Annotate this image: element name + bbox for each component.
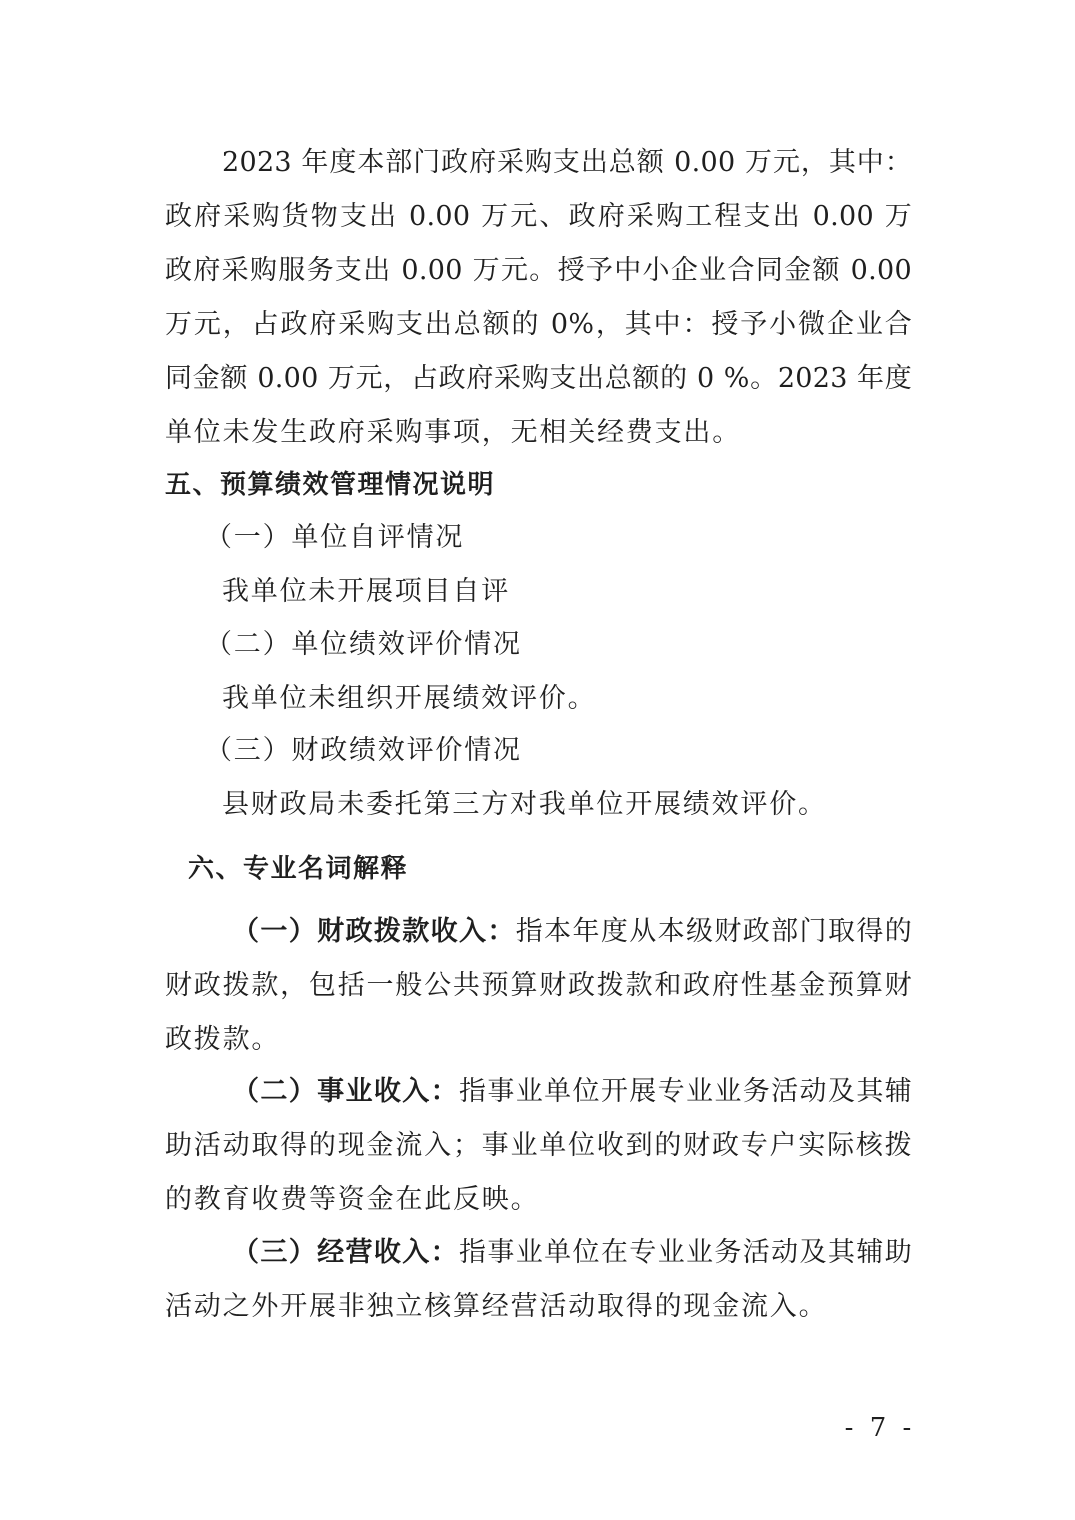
section5-item3-title: （三）财政绩效评价情况 — [205, 735, 522, 766]
term1-text: 指本年度从本级财政部门取得的 — [515, 916, 912, 947]
term2-text: 指事业单位开展专业业务活动及其辅 — [459, 1076, 912, 1107]
section5-item1-body: 我单位未开展项目自评 — [222, 576, 510, 607]
term3-line-2: 活动之外开展非独立核算经营活动取得的现金流入。 — [165, 1291, 828, 1322]
term1-line-3: 政拨款。 — [165, 1024, 281, 1055]
section5-item1-title: （一）单位自评情况 — [205, 522, 465, 553]
procurement-line-2: 政府采购货物支出 0.00 万元、政府采购工程支出 0.00 万 — [165, 201, 912, 232]
section5-item2-body: 我单位未组织开展绩效评价。 — [222, 683, 597, 714]
term2-line-2: 助活动取得的现金流入；事业单位收到的财政专户实际核拨 — [165, 1130, 912, 1161]
procurement-line-3: 政府采购服务支出 0.00 万元。授予中小企业合同金额 0.00 — [165, 255, 912, 286]
term2-line-1 — [232, 1075, 912, 1109]
term2-line-3: 的教育收费等资金在此反映。 — [165, 1184, 540, 1215]
term1-line-1 — [232, 915, 912, 949]
term3-line-1 — [232, 1236, 912, 1270]
procurement-line-4: 万元，占政府采购支出总额的 0%，其中：授予小微企业合 — [165, 309, 912, 340]
term3-label: （三）经营收入： — [232, 1237, 460, 1268]
section5-heading: 五、预算绩效管理情况说明 — [165, 470, 496, 500]
procurement-line-6: 单位未发生政府采购事项，无相关经费支出。 — [165, 417, 741, 448]
section6-heading: 六、专业名词解释 — [188, 854, 409, 884]
section5-item2-title: （二）单位绩效评价情况 — [205, 629, 522, 660]
procurement-line-1: 2023 年度本部门政府采购支出总额 0.00 万元，其中： — [222, 147, 912, 178]
section5-item3-body: 县财政局未委托第三方对我单位开展绩效评价。 — [222, 789, 827, 820]
term1-label: （一）财政拨款收入： — [232, 916, 516, 947]
procurement-line-5: 同金额 0.00 万元，占政府采购支出总额的 0 %。2023 年度 — [165, 363, 912, 394]
page-number: - 7 - — [844, 1413, 916, 1443]
term2-label: （二）事业收入： — [232, 1076, 460, 1107]
term3-text: 指事业单位在专业业务活动及其辅助 — [459, 1237, 912, 1268]
term1-line-2: 财政拨款，包括一般公共预算财政拨款和政府性基金预算财 — [165, 970, 912, 1001]
